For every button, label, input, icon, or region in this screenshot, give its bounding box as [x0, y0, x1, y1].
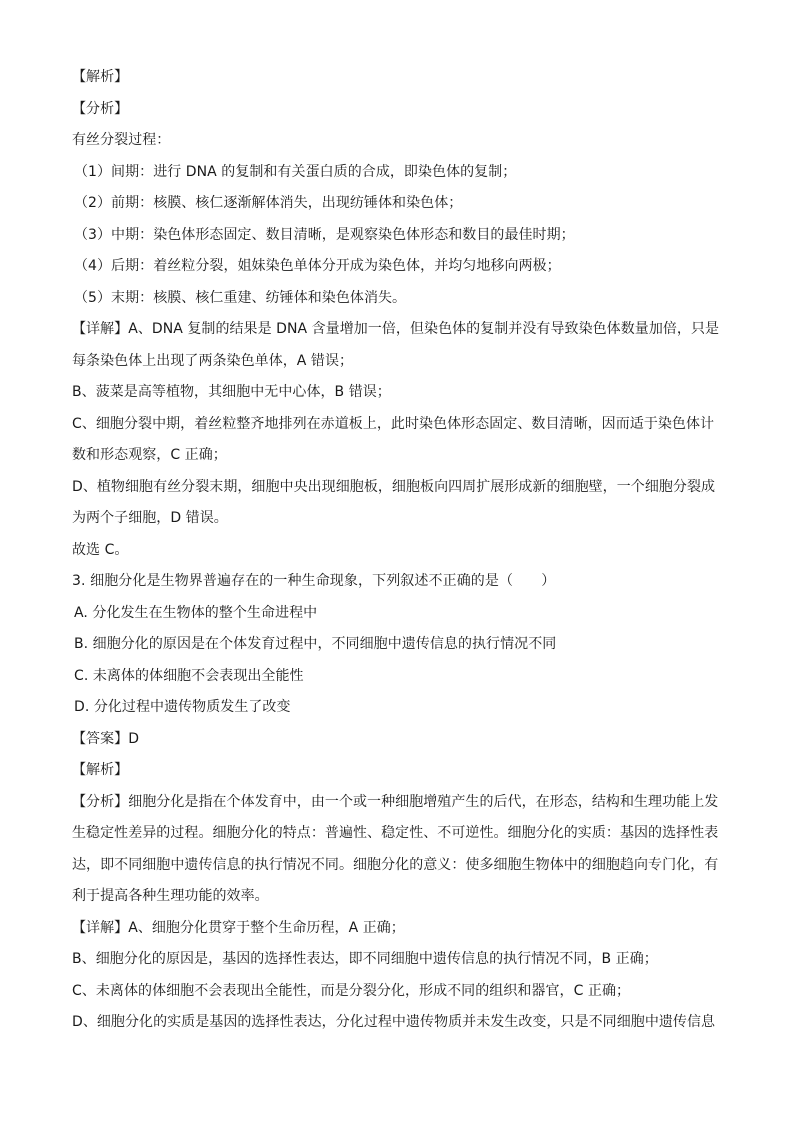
- document-body: [72, 62, 722, 1039]
- text-line: D、细胞分化的实质是基因的选择性表达，分化过程中遗传物质并未发生改变，只是不同细胞中遗传信息: [72, 1014, 716, 1030]
- text-line: 故选 C。: [72, 541, 129, 558]
- text-line: 【详解】A、DNA 复制的结果是 DNA 含量增加一倍，但染色体的复制并没有导致染色体数量加倍，只是: [72, 321, 720, 337]
- text-line: 有丝分裂过程：: [72, 132, 171, 148]
- text-line: 利于提高各种生理功能的效率。: [72, 888, 269, 904]
- list-item-telophase: （5）末期：核膜、核仁重建、纺锤体和染色体消失。: [74, 289, 407, 306]
- list-item-prophase: （2）前期：核膜、核仁逐渐解体消失，出现纺锤体和染色体；: [74, 195, 463, 211]
- text-line: B、细胞分化的原因是，基因的选择性表达，即不同细胞中遗传信息的执行情况不同，B 正确；: [72, 951, 658, 967]
- option-a: A. 分化发生在生物体的整个生命进程中: [74, 604, 318, 621]
- heading-jiexi: 【解析】: [72, 69, 129, 85]
- text-line: 【详解】A、细胞分化贯穿于整个生命历程，A 正确；: [72, 919, 405, 936]
- list-item-anaphase: （4）后期：着丝粒分裂，姐妹染色单体分开成为染色体，并均匀地移向两极；: [74, 258, 561, 274]
- text-line: 为两个子细胞，D 错误。: [72, 510, 228, 526]
- question-3: 3. 细胞分化是生物界普遍存在的一种生命现象，下列叙述不正确的是（ ）: [72, 573, 556, 589]
- list-item-interphase: （1）间期：进行 DNA 的复制和有关蛋白质的合成，即染色体的复制；: [74, 163, 517, 180]
- text-line: 生稳定性差异的过程。细胞分化的特点：普遍性、稳定性、不可逆性。细胞分化的实质：基因的选择性表: [72, 825, 719, 841]
- heading-jiexi: 【解析】: [72, 762, 129, 778]
- text-line: 【分析】细胞分化是指在个体发育中，由一个或一种细胞增殖产生的后代，在形态，结构和生理功能上发: [72, 793, 719, 810]
- text-line: 每条染色体上出现了两条染色单体，A 错误；: [72, 352, 354, 369]
- text-line: B、菠菜是高等植物，其细胞中无中心体，B 错误；: [72, 384, 391, 400]
- option-b: B. 细胞分化的原因是在个体发育过程中，不同细胞中遗传信息的执行情况不同: [74, 636, 557, 652]
- text-line: D、植物细胞有丝分裂末期，细胞中央出现细胞板，细胞板向四周扩展形成新的细胞壁，一个细胞分裂成: [72, 478, 716, 495]
- option-d: D. 分化过程中遗传物质发生了改变: [74, 699, 291, 715]
- text-line: C、未离体的体细胞不会表现出全能性，而是分裂分化，形成不同的组织和器官，C 正确；: [72, 982, 631, 999]
- list-item-metaphase: （3）中期：染色体形态固定、数目清晰，是观察染色体形态和数目的最佳时期；: [74, 226, 575, 243]
- text-line: 达，即不同细胞中遗传信息的执行情况不同。细胞分化的意义：使多细胞生物体中的细胞趋向专门化，有: [72, 856, 719, 873]
- text-line: C、细胞分裂中期，着丝粒整齐地排列在赤道板上，此时染色体形态固定、数目清晰，因而适于染色体计: [72, 415, 715, 432]
- text-line: 数和形态观察，C 正确；: [72, 447, 227, 463]
- heading-fenxi: 【分析】: [72, 100, 129, 117]
- answer-line: 【答案】D: [72, 730, 140, 747]
- option-c: C. 未离体的体细胞不会表现出全能性: [74, 667, 304, 684]
